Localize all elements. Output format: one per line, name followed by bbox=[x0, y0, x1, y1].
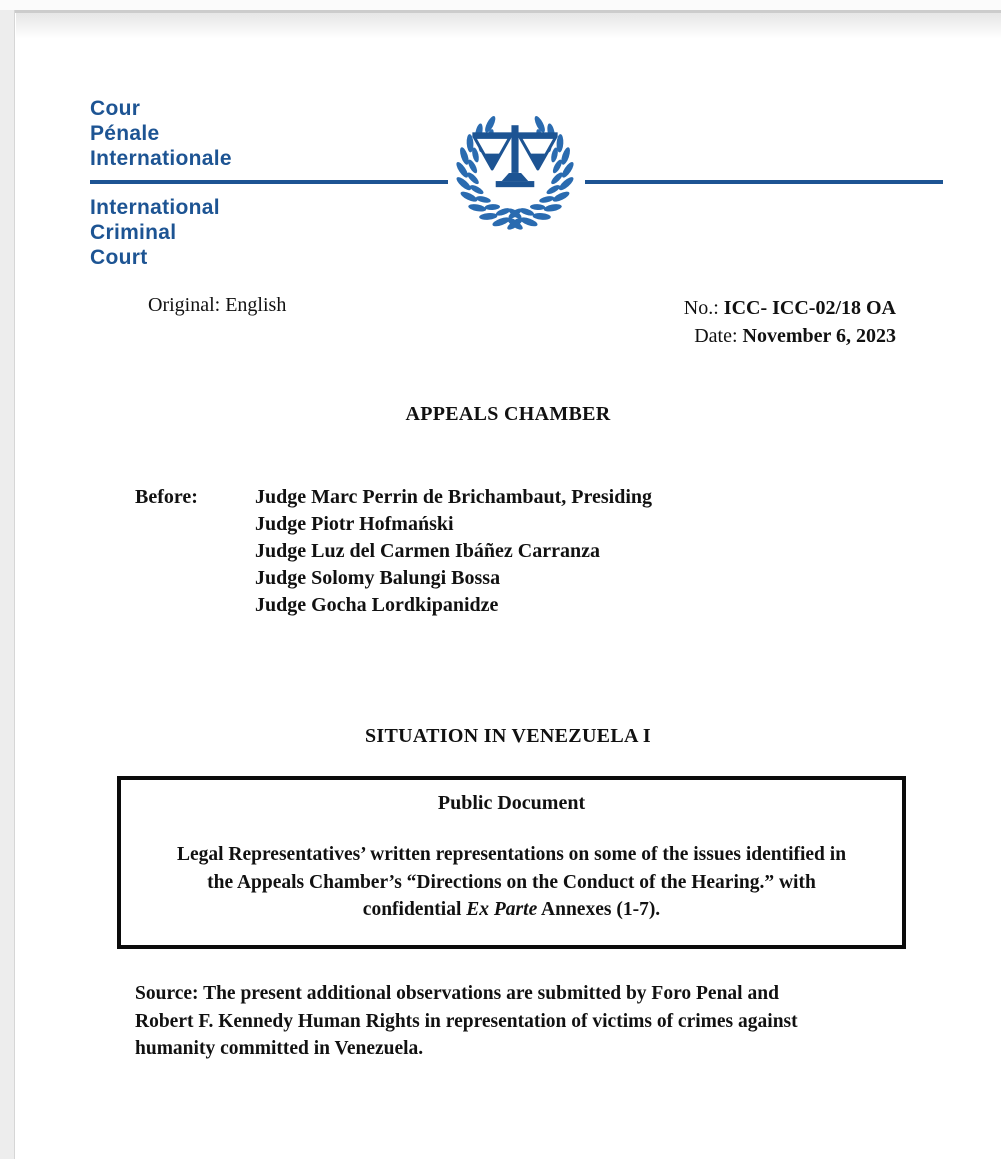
case-number-value: ICC- ICC-02/18 OA bbox=[723, 297, 896, 319]
letterhead-rule-left bbox=[90, 180, 448, 184]
before-label: Before: bbox=[135, 486, 198, 508]
icc-emblem bbox=[453, 110, 577, 244]
page-top-edge bbox=[0, 0, 1001, 10]
chamber-heading: APPEALS CHAMBER bbox=[405, 403, 611, 425]
court-name-english-line: Criminal bbox=[90, 221, 177, 244]
situation-heading: SITUATION IN VENEZUELA I bbox=[365, 725, 651, 747]
court-name-english bbox=[90, 195, 220, 270]
document-title-line bbox=[125, 896, 898, 924]
case-date-value: November 6, 2023 bbox=[742, 325, 896, 347]
source-paragraph bbox=[135, 980, 915, 1063]
source-line: Source: The present additional observations are submitted by Foro Penal and bbox=[135, 983, 779, 1004]
page-top-shadow-fade bbox=[16, 13, 1001, 39]
court-name-french-line: Pénale bbox=[90, 122, 160, 145]
case-meta bbox=[684, 294, 896, 350]
scales-of-justice-emblem-svg bbox=[453, 110, 577, 244]
page-left-edge bbox=[0, 10, 15, 1159]
source-line: humanity committed in Venezuela. bbox=[135, 1038, 424, 1059]
judge-name: Judge Solomy Balungi Bossa bbox=[255, 567, 501, 589]
court-name-french-line: Cour bbox=[90, 97, 141, 120]
judge-name: Judge Gocha Lordkipanidze bbox=[255, 594, 499, 616]
source-line: Robert F. Kennedy Human Rights in representation of victims of crimes against bbox=[135, 1010, 798, 1032]
scales-of-justice-icon bbox=[472, 125, 557, 187]
original-language-label: Original: English bbox=[148, 294, 287, 316]
judge-name: Judge Piotr Hofmański bbox=[255, 513, 454, 535]
classification-label: Public Document bbox=[437, 792, 586, 814]
case-number-line bbox=[684, 294, 896, 322]
judge-name: Judge Luz del Carmen Ibáñez Carranza bbox=[255, 540, 600, 562]
document-title-line3-pre: confidential bbox=[362, 899, 467, 920]
judges-list bbox=[255, 484, 652, 619]
document-title bbox=[125, 841, 898, 924]
court-name-english-line: International bbox=[90, 196, 220, 219]
case-date-line bbox=[684, 322, 896, 350]
judge-name: Judge Marc Perrin de Brichambaut, Presiding bbox=[255, 486, 653, 508]
court-name-french bbox=[90, 96, 232, 171]
court-name-french-line: Internationale bbox=[90, 147, 232, 170]
case-date-label: Date: bbox=[694, 325, 738, 347]
letterhead-rule-right bbox=[585, 180, 943, 184]
document-title-line3-italic: Ex Parte bbox=[466, 899, 538, 920]
document-title-line3-post: Annexes (1-7). bbox=[537, 899, 661, 920]
case-number-label: No.: bbox=[683, 297, 719, 319]
court-name-english-line: Court bbox=[90, 246, 148, 269]
document-title-line: the Appeals Chamber’s “Directions on the Conduct of the Hearing.” with bbox=[207, 871, 816, 893]
document-title-line: Legal Representatives’ written representations on some of the issues identified in bbox=[176, 844, 847, 865]
document-title-box bbox=[117, 776, 906, 949]
bench-composition bbox=[135, 484, 652, 619]
